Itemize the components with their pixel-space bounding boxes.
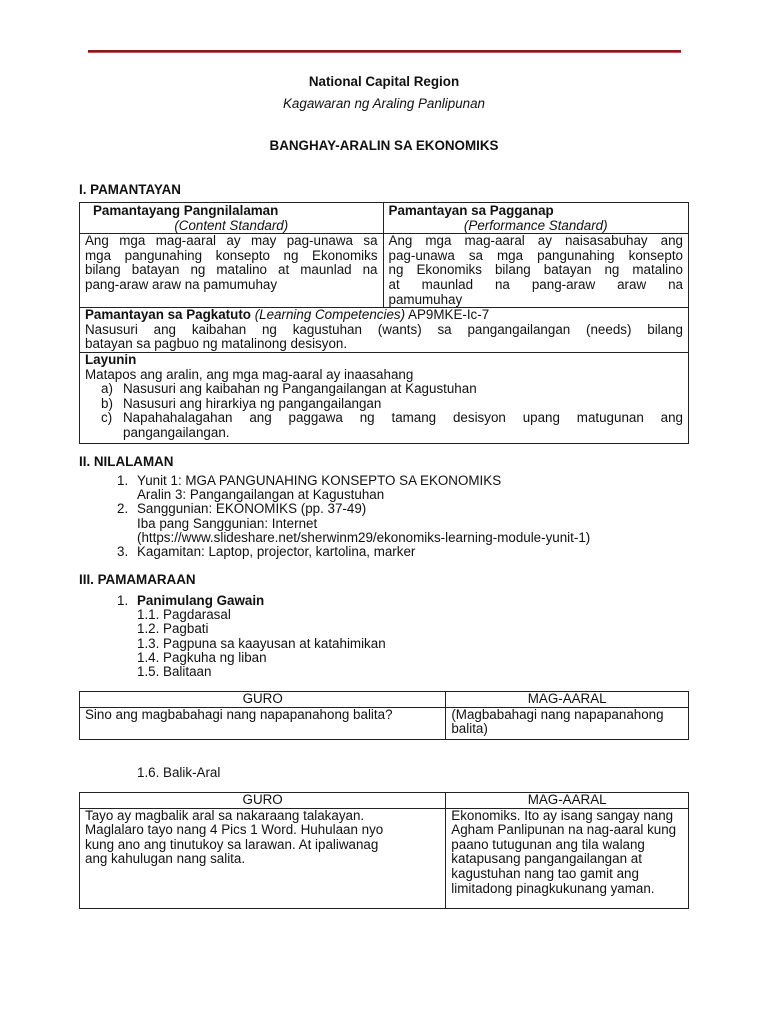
- section-2-heading: II. NILALAMAN: [79, 454, 174, 469]
- table-row: [80, 692, 689, 708]
- learning-competencies-label: Pamantayan sa Pagkatuto: [85, 307, 251, 323]
- list-item: 1.1. Pagdarasal: [137, 607, 231, 623]
- department-title: Kagawaran ng Araling Panlipunan: [283, 96, 485, 111]
- table-row: [80, 203, 689, 234]
- performance-standard-header: Pamantayan sa Pagganap (Performance Standard): [383, 203, 688, 234]
- list-item: 1.3. Pagpuna sa kaayusan at katahimikan: [137, 635, 386, 651]
- table-row: [80, 308, 689, 353]
- list-item: 2. Sanggunian: EKONOMIKS (pp. 37-49) Iba pang Sanggunian: Internet (https://www.slideshare.net/sherwinm29/ekonomiks-learning-module-yunit-1): [117, 501, 591, 545]
- content-standard-header: Pamantayang Pangnilalaman (Content Standard): [80, 203, 384, 234]
- mag-aaral-cell: (Magbabahagi nang napapanahong balita): [446, 707, 689, 739]
- table-row: [80, 352, 689, 443]
- guro-cell: Tayo ay magbalik aral sa nakaraang talakayan. Maglalaro tayo nang 4 Pics 1 Word. Huhulaan nyo kung ano ang tinutukoy sa larawan. At ipaliwanag ang kahulugan nang salita.: [80, 808, 446, 908]
- guro-header: GURO: [80, 692, 446, 708]
- region-title: National Capital Region: [308, 74, 460, 89]
- table-row: [80, 793, 689, 809]
- list-item: 3. Kagamitan: Laptop, projector, kartolina, marker: [117, 544, 416, 560]
- reference-link[interactable]: (https://www.slideshare.net/sherwinm29/ekonomiks-learning-module-yunit-1): [137, 529, 591, 545]
- objective-item: c) Napahahalagahan ang paggawa ng tamang desisyon upang matugunan ang: [101, 410, 683, 426]
- competency-code: AP9MKE-Ic-7: [408, 307, 490, 323]
- learning-competencies-cell: Pamantayan sa Pagkatuto (Learning Competencies) AP9MKE-Ic-7 Nasusuri ang kaibahan ng kagustuhan (wants) sa pangangailangan (needs) bilang batayan sa pagbuo ng matalinong desisyon.: [80, 308, 689, 353]
- header-rule: [88, 50, 681, 53]
- review-table: [79, 792, 689, 909]
- table-row: [80, 808, 689, 908]
- section-3-heading: III. PAMAMARAAN: [79, 572, 196, 587]
- mag-aaral-cell: Ekonomiks. Ito ay isang sangay nang Agham Panlipunan na nag-aaral kung paano tutugunan ang tila walang katapusang pangangailangan at kagustuhan nang tao gamit ang limitadong pinagkukunang yaman.: [446, 808, 689, 908]
- mag-aaral-header: MAG-AARAL: [446, 793, 689, 809]
- objectives-label: Layunin: [85, 351, 137, 367]
- list-item: 1. Panimulang Gawain: [117, 593, 265, 608]
- objective-item: a) Nasusuri ang kaibahan ng Pangangailangan at Kagustuhan: [101, 381, 477, 397]
- mag-aaral-header: MAG-AARAL: [446, 692, 689, 708]
- standards-table: [79, 202, 689, 444]
- list-item: 1.2. Pagbati: [137, 621, 209, 637]
- list-item: 1. Yunit 1: MGA PANGUNAHING KONSEPTO SA EKONOMIKS Aralin 3: Pangangailangan at Kagustuhan: [117, 473, 502, 503]
- guro-header: GURO: [80, 793, 446, 809]
- guro-cell: Sino ang magbabahagi nang napapanahong balita?: [80, 707, 446, 739]
- section-1-heading: I. PAMANTAYAN: [79, 182, 181, 197]
- list-item: 1.4. Pagkuha ng liban: [137, 649, 267, 665]
- content-list: [117, 474, 590, 559]
- news-table: [79, 691, 689, 740]
- document-title: BANGHAY-ARALIN SA EKONOMIKS: [269, 138, 499, 153]
- objectives-cell: Layunin Matapos ang aralin, ang mga mag-aaral ay inaasahang a) Nasusuri ang kaibahan ng Pangangailangan at Kagustuhan b) Nasusuri ang hirarkiya ng pangangailangan c) Napahahalagahan ang paggawa ng tamang desisyon upang matugunan ang pangangailangan.: [80, 352, 689, 443]
- table-row: [80, 707, 689, 739]
- objectives-intro: Matapos ang aralin, ang mga mag-aaral ay inaasahang: [85, 366, 414, 382]
- review-label: 1.6. Balik-Aral: [137, 765, 221, 780]
- performance-standard-cell: Ang mga mag-aaral ay naisasabuhay ang pag-unawa sa mga pangunahing konsepto ng Ekonomiks bilang batayan ng matalino at maunlad na pang-araw araw na pamumuhay: [383, 234, 688, 308]
- activity-list: [117, 594, 386, 679]
- content-standard-cell: Ang mga mag-aaral ay may pag-unawa sa mga pangunahing konsepto ng Ekonomiks bilang batayan ng matalino at maunlad na pang-araw araw na pamumuhay: [80, 234, 384, 308]
- table-row: [80, 234, 689, 308]
- list-item: 1.5. Balitaan: [137, 664, 212, 680]
- objective-item: b) Nasusuri ang hirarkiya ng pangangailangan: [101, 395, 382, 411]
- learning-competencies-sub: (Learning Competencies): [254, 307, 406, 323]
